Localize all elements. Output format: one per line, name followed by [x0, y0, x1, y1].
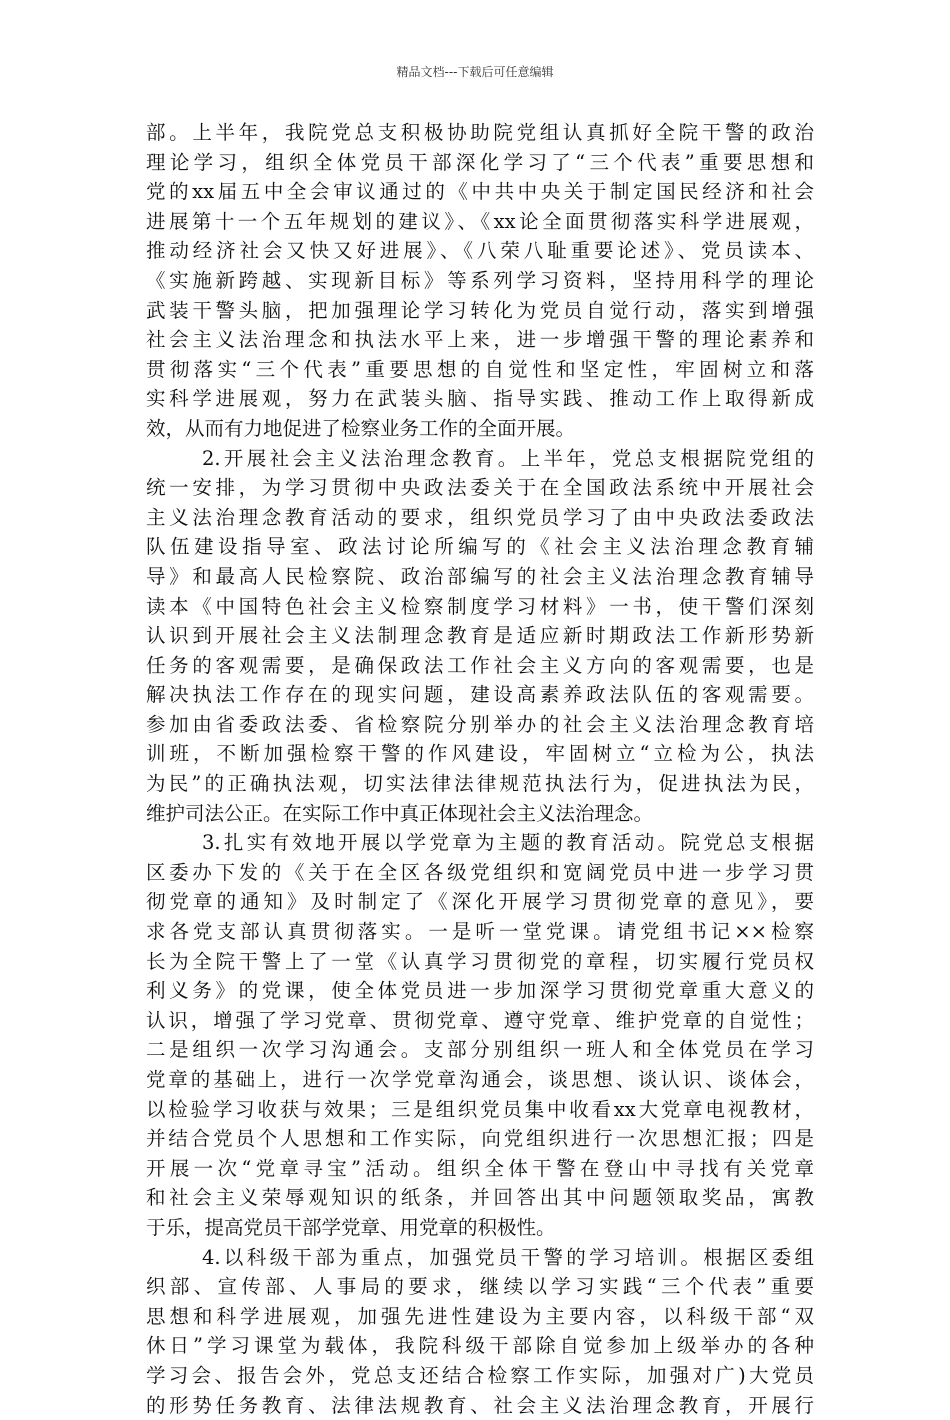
text-line: 彻党章的通知》及时制定了《深化开展学习贯彻党章的意见》，要	[146, 890, 814, 914]
text-line: 长为全院干警上了一堂《认真学习贯彻党的章程，切实履行党员权	[146, 949, 814, 973]
text-line: 统一安排，为学习贯彻中央政法委关于在全国政法系统中开展社会	[146, 476, 814, 500]
text-line: 3.扎实有效地开展以学党章为主题的教育活动。院党总支根据	[202, 831, 814, 855]
text-line: 实科学进展观，努力在武装头脑、指导实践、推动工作上取得新成	[146, 387, 814, 411]
text-line: 学习会、报告会外，党总支还结合检察工作实际，加强对广)大党员	[146, 1363, 814, 1387]
text-line: 武装干警头脑，把加强理论学习转化为党员自觉行动，落实到增强	[146, 298, 814, 322]
text-line: 以检验学习收获与效果；三是组织党员集中收看xx大党章电视教材，	[146, 1097, 814, 1121]
text-line: 进展第十一个五年规划的建议》、《xx论全面贯彻落实科学进展观，	[146, 209, 814, 233]
text-line: 利义务》的党课，使全体党员进一步加深学习贯彻党章重大意义的	[146, 979, 814, 1003]
text-line: 认识到开展社会主义法制理念教育是适应新时期政法工作新形势新	[146, 624, 814, 648]
text-line: 参加由省委政法委、省检察院分别举办的社会主义法治理念教育培	[146, 712, 814, 736]
text-line: 理论学习，组织全体党员干部深化学习了“三个代表”重要思想和	[146, 150, 814, 174]
text-line: 维护司法公正。在实际工作中真正体现社会主义法治理念。	[146, 801, 654, 825]
text-line: 贯彻落实“三个代表”重要思想的自觉性和坚定性，牢固树立和落	[146, 357, 814, 381]
text-line: 任务的客观需要，是确保政法工作社会主义方向的客观需要，也是	[146, 653, 814, 677]
text-line: 求各党支部认真贯彻落实。一是听一堂党课。请党组书记××检察	[146, 920, 814, 944]
text-line: 于乐，提高党员干部学党章、用党章的积极性。	[146, 1215, 556, 1239]
text-line: 队伍建设指导室、政法讨论所编写的《社会主义法治理念教育辅	[146, 535, 814, 559]
text-line: 织部、宣传部、人事局的要求，继续以学习实践“三个代表”重要	[146, 1275, 814, 1299]
text-line: 并结合党员个人思想和工作实际，向党组织进行一次思想汇报；四是	[146, 1127, 814, 1151]
text-line: 4.以科级干部为重点，加强党员干警的学习培训。根据区委组	[202, 1245, 814, 1269]
text-line: 为民”的正确执法观，切实法律法律规范执法行为，促进执法为民，	[146, 772, 814, 796]
text-line: 部。上半年，我院党总支积极协助院党组认真抓好全院干警的政治	[146, 121, 814, 144]
text-line: 二是组织一次学习沟通会。支部分别组织一班人和全体党员在学习	[146, 1038, 814, 1062]
text-line: 党章的基础上，进行一次学党章沟通会，谈思想、谈认识、谈体会，	[146, 1068, 814, 1091]
text-line: 《实施新跨越、实现新目标》等系列学习资料，坚持用科学的理论	[146, 268, 814, 292]
text-line: 党的xx届五中全会审议通过的《中共中央关于制定国民经济和社会	[146, 180, 814, 204]
text-line: 读本《中国特色社会主义检察制度学习材料》一书，使干警们深刻	[146, 594, 814, 618]
document-body	[146, 118, 814, 1420]
text-line: 区委办下发的《关于在全区各级党组织和宽阔党员中进一步学习贯	[146, 860, 814, 884]
text-line: 主义法治理念教育活动的要求，组织党员学习了由中央政法委政法	[146, 505, 814, 529]
text-line: 社会主义法治理念和执法水平上来，进一步增强干警的理论素养和	[146, 328, 814, 352]
page-header: 精品文档---下载后可任意编辑	[396, 65, 554, 79]
text-line: 导》和最高人民检察院、政治部编写的社会主义法治理念教育辅导	[146, 564, 814, 588]
text-line: 的形势任务教育、法律法规教育、社会主义法治理念教育，开展行	[146, 1393, 814, 1417]
text-line: 2.开展社会主义法治理念教育。上半年，党总支根据院党组的	[202, 446, 814, 470]
text-line: 和社会主义荣辱观知识的纸条，并回答出其中问题领取奖品，寓教	[146, 1186, 814, 1210]
text-line: 休日”学习课堂为载体，我院科级干部除自觉参加上级举办的各种	[146, 1334, 814, 1358]
text-line: 开展一次“党章寻宝”活动。组织全体干警在登山中寻找有关党章	[146, 1156, 814, 1180]
text-line: 训班，不断加强检察干警的作风建设，牢固树立“立检为公，执法	[146, 742, 814, 766]
text-line: 认识，增强了学习党章、贯彻党章、遵守党章、维护党章的自觉性；	[146, 1008, 814, 1032]
text-line: 解决执法工作存在的现实问题，建设高素养政法队伍的客观需要。	[146, 683, 814, 707]
text-line: 思想和科学进展观，加强先进性建设为主要内容，以科级干部“双	[146, 1304, 814, 1328]
text-line: 效，从而有力地促进了检察业务工作的全面开展。	[146, 416, 576, 440]
text-line: 推动经济社会又快又好进展》、《八荣八耻重要论述》、党员读本、	[146, 239, 814, 263]
